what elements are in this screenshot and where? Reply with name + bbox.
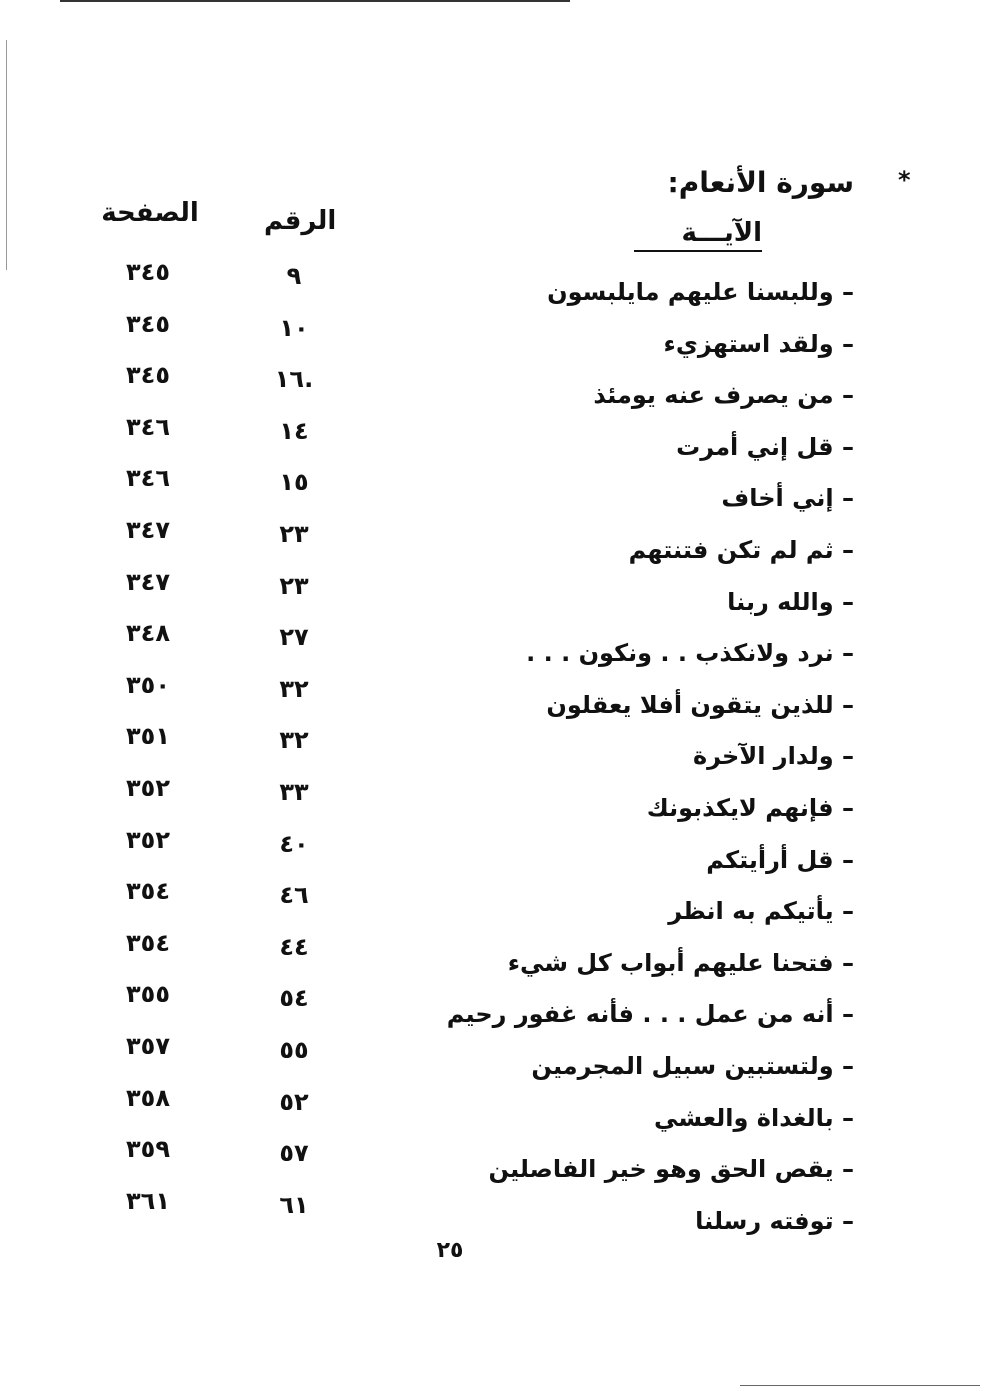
verse-item: – أنه من عمل . . . فأنه غفور رحيم (446, 1000, 854, 1029)
verse-number: ٤٦ (279, 881, 309, 910)
page-reference: ٣٥٨ (126, 1083, 170, 1112)
number-column-header: الرقم (264, 206, 337, 236)
verse-number: ٢٣ (279, 519, 309, 548)
verse-item: – وللبسنا عليهم مايلبسون (547, 278, 854, 306)
verse-item: – والله ربنا (727, 587, 854, 616)
verse-item: – قل إني أمرت (676, 432, 854, 461)
page-reference: ٣٦١ (126, 1186, 170, 1215)
verse-item: – نرد ولانكذب . . ونكون . . . (526, 639, 854, 668)
page-reference: ٣٥٥ (126, 980, 170, 1009)
verse-number: ٥٤ (279, 984, 309, 1013)
verse-item: – توفته رسلنا (695, 1206, 854, 1235)
page-reference: ٣٥٩ (126, 1135, 170, 1164)
verse-item: – ثم لم تكن فتنتهم (628, 535, 854, 564)
verse-number: ٥٧ (279, 1139, 309, 1168)
verse-item: – ولدار الآخرة (692, 742, 854, 771)
verse-column-header: الآيـــة (634, 218, 762, 252)
verse-number: ٤٤ (279, 932, 309, 961)
verse-item: – إني أخاف (721, 484, 854, 513)
page-reference: ٣٥٤ (126, 928, 170, 957)
page-reference: ٣٥٢ (126, 825, 170, 854)
verse-item: – قل أرأيتكم (706, 845, 854, 874)
verse-item: – للذين يتقون أفلا يعقلون (546, 690, 854, 719)
verse-number: ٥٥ (279, 1035, 309, 1064)
page-reference: ٣٤٧ (126, 567, 170, 596)
verse-number: ١٤ (279, 416, 309, 445)
page-reference: ٣٤٥ (126, 258, 170, 286)
page-reference: ٣٤٧ (126, 515, 170, 544)
verse-number-list (258, 258, 330, 1238)
verse-number: ٩ (286, 262, 302, 290)
verse-item: – ولقد استهزيء (663, 329, 854, 358)
verse-item: – ولتستبين سبيل المجرمين (531, 1051, 854, 1080)
verse-number: ٢٣ (279, 571, 309, 600)
verse-item: – يقص الحق وهو خير الفاصلين (488, 1155, 854, 1184)
verse-number: ٢٧ (279, 623, 309, 652)
page-reference: ٣٥٤ (126, 877, 170, 906)
page-reference: ٣٤٥ (126, 309, 170, 338)
left-margin-rule (6, 40, 7, 270)
verse-number: ٦١ (279, 1190, 309, 1219)
verse-item: – فإنهم لايكذبونك (646, 793, 854, 822)
page-reference: ٣٥٢ (126, 773, 170, 802)
page-reference: ٣٤٦ (126, 412, 170, 441)
verse-item: – بالغداة والعشي (654, 1103, 854, 1132)
page-reference: ٣٤٨ (126, 619, 170, 648)
verse-item: – يأتيكم به انظر (668, 897, 854, 926)
bottom-rule (740, 1385, 980, 1386)
page-column-header: الصفحة (101, 198, 199, 228)
verse-item: – من يصرف عنه يومئذ (593, 381, 854, 410)
verse-number: ١٠ (279, 313, 309, 342)
page-reference: ٣٤٦ (126, 464, 170, 493)
star-bullet: * (898, 166, 911, 194)
verse-number: ١٦. (274, 365, 314, 394)
page-reference-list (98, 255, 198, 1235)
verse-number: ٤٠ (279, 829, 309, 858)
verse-number: ٥٢ (279, 1087, 309, 1116)
verse-number: ٣٢ (279, 674, 309, 703)
page-reference: ٣٥٧ (126, 1031, 170, 1060)
verse-number: ١٥ (279, 468, 309, 497)
page-reference: ٣٥٠ (126, 670, 170, 699)
verse-number: ٣٣ (279, 777, 309, 806)
verse-number: ٣٢ (279, 726, 309, 755)
surah-title: سورة الأنعام: (667, 166, 854, 199)
verse-item: – فتحنا عليهم أبواب كل شيء (507, 948, 854, 977)
page-reference: ٣٤٥ (126, 361, 170, 390)
verse-list (447, 270, 854, 1250)
page-reference: ٣٥١ (126, 722, 170, 751)
page-number: ٢٥ (436, 1238, 464, 1263)
top-rule (60, 0, 570, 2)
